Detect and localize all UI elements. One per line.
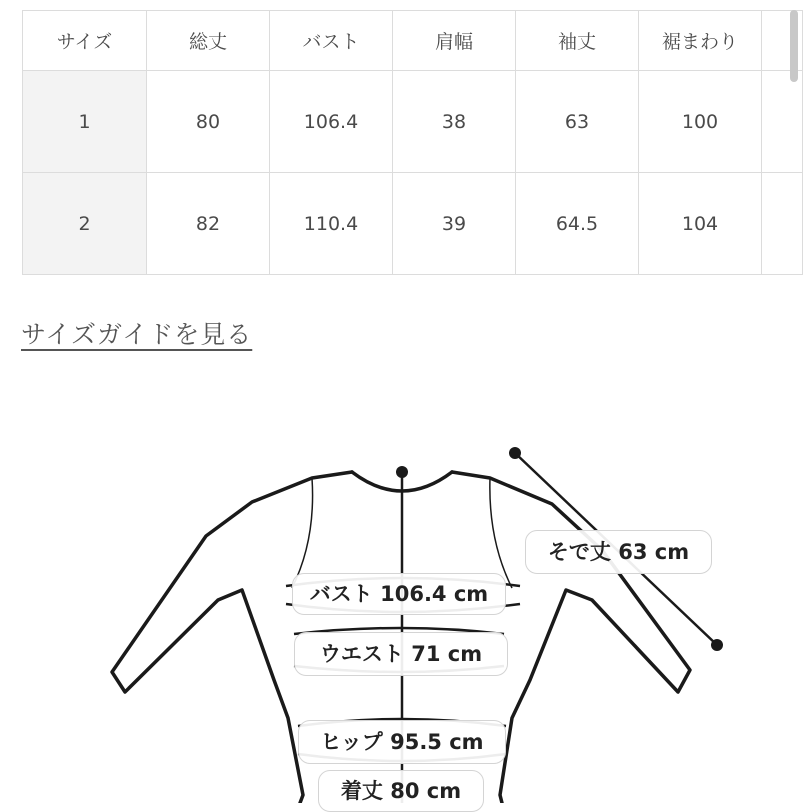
header-bust: バスト (270, 11, 393, 71)
table-cell: 80 (147, 71, 270, 173)
table-cell: 63 (516, 71, 639, 173)
table-cell: 38 (393, 71, 516, 173)
table-cell: 82 (147, 173, 270, 275)
waist-label: ウエスト 71 cm (294, 632, 508, 676)
size-cell: 2 (23, 173, 147, 275)
header-hem-circumference: 裾まわり (639, 11, 762, 71)
table-cell: 39 (393, 173, 516, 275)
horizontal-scrollbar-thumb[interactable] (790, 10, 798, 82)
table-row (23, 173, 803, 275)
length-label: 着丈 80 cm (318, 770, 484, 812)
size-cell: 1 (23, 71, 147, 173)
bust-label: バスト 106.4 cm (292, 573, 506, 615)
header-sleeve-length: 袖丈 (516, 11, 639, 71)
table-cell: 104 (639, 173, 762, 275)
table-cell (762, 173, 803, 275)
header-shoulder-width: 肩幅 (393, 11, 516, 71)
size-guide-link[interactable]: サイズガイドを見る (21, 320, 253, 349)
size-table (22, 10, 803, 275)
header-total-length: 総丈 (147, 11, 270, 71)
size-table-container[interactable] (22, 10, 803, 276)
table-cell (762, 71, 803, 173)
garment-size-diagram (0, 400, 803, 803)
table-header-row (23, 11, 803, 71)
table-cell: 106.4 (270, 71, 393, 173)
header-size: サイズ (23, 11, 147, 71)
table-cell: 100 (639, 71, 762, 173)
hip-label: ヒップ 95.5 cm (298, 720, 506, 764)
table-cell: 110.4 (270, 173, 393, 275)
table-cell: 64.5 (516, 173, 639, 275)
table-row (23, 71, 803, 173)
sleeve-length-label: そで丈 63 cm (525, 530, 712, 574)
